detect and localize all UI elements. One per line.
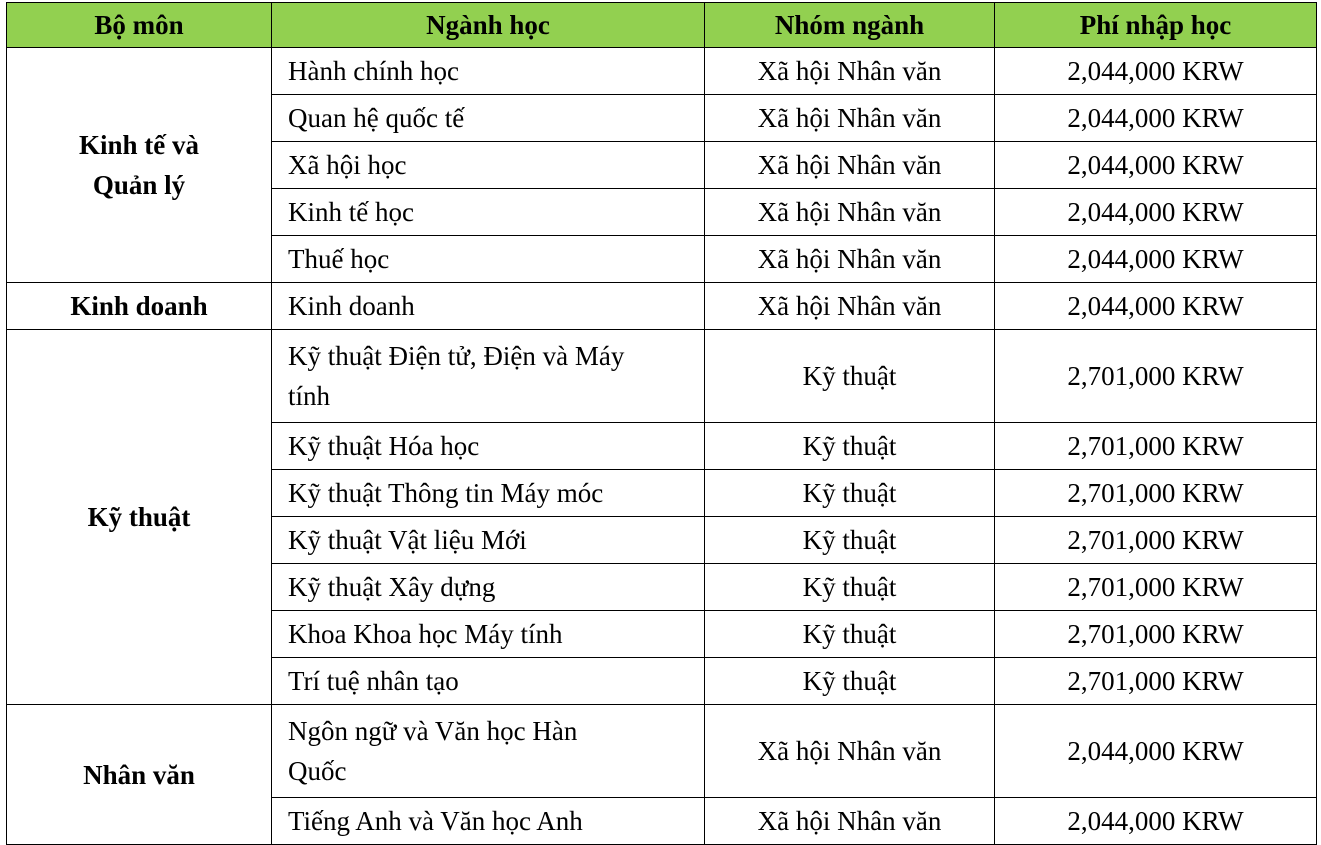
major-cell: Tiếng Anh và Văn học Anh (272, 798, 705, 845)
header-department: Bộ môn (7, 3, 272, 48)
fee-cell: 2,044,000 KRW (995, 236, 1317, 283)
fee-cell: 2,701,000 KRW (995, 564, 1317, 611)
group-cell: Xã hội Nhân văn (705, 798, 995, 845)
major-cell: Kỹ thuật Điện tử, Điện và Máy tính (272, 330, 705, 423)
major-cell: Kỹ thuật Thông tin Máy móc (272, 470, 705, 517)
group-cell: Kỹ thuật (705, 330, 995, 423)
major-cell: Kinh tế học (272, 189, 705, 236)
group-cell: Xã hội Nhân văn (705, 48, 995, 95)
group-cell: Kỹ thuật (705, 517, 995, 564)
major-cell: Hành chính học (272, 48, 705, 95)
fee-cell: 2,044,000 KRW (995, 48, 1317, 95)
department-cell: Kinh tế và Quản lý (7, 48, 272, 283)
table-row (7, 705, 1317, 798)
group-cell: Xã hội Nhân văn (705, 236, 995, 283)
group-cell: Xã hội Nhân văn (705, 189, 995, 236)
header-group: Nhóm ngành (705, 3, 995, 48)
department-cell: Kinh doanh (7, 283, 272, 330)
major-cell: Thuế học (272, 236, 705, 283)
group-cell: Kỹ thuật (705, 470, 995, 517)
group-cell: Xã hội Nhân văn (705, 142, 995, 189)
major-cell: Ngôn ngữ và Văn học Hàn Quốc (272, 705, 705, 798)
fee-cell: 2,701,000 KRW (995, 517, 1317, 564)
fee-cell: 2,044,000 KRW (995, 142, 1317, 189)
group-cell: Xã hội Nhân văn (705, 283, 995, 330)
fee-cell: 2,044,000 KRW (995, 189, 1317, 236)
group-cell: Kỹ thuật (705, 611, 995, 658)
header-fee: Phí nhập học (995, 3, 1317, 48)
major-cell: Khoa Khoa học Máy tính (272, 611, 705, 658)
fee-cell: 2,701,000 KRW (995, 611, 1317, 658)
table-row (7, 48, 1317, 95)
table-row (7, 330, 1317, 423)
group-cell: Kỹ thuật (705, 423, 995, 470)
major-cell: Xã hội học (272, 142, 705, 189)
fee-cell: 2,044,000 KRW (995, 798, 1317, 845)
table-row (7, 283, 1317, 330)
fee-cell: 2,044,000 KRW (995, 95, 1317, 142)
fee-cell: 2,701,000 KRW (995, 330, 1317, 423)
fee-cell: 2,701,000 KRW (995, 658, 1317, 705)
fee-cell: 2,701,000 KRW (995, 470, 1317, 517)
fee-cell: 2,044,000 KRW (995, 283, 1317, 330)
header-major: Ngành học (272, 3, 705, 48)
tuition-table (6, 2, 1317, 845)
fee-cell: 2,701,000 KRW (995, 423, 1317, 470)
group-cell: Kỹ thuật (705, 564, 995, 611)
major-cell: Trí tuệ nhân tạo (272, 658, 705, 705)
major-cell: Quan hệ quốc tế (272, 95, 705, 142)
department-cell: Nhân văn (7, 705, 272, 845)
group-cell: Xã hội Nhân văn (705, 705, 995, 798)
major-cell: Kỹ thuật Xây dựng (272, 564, 705, 611)
major-cell: Kinh doanh (272, 283, 705, 330)
fee-cell: 2,044,000 KRW (995, 705, 1317, 798)
major-cell: Kỹ thuật Vật liệu Mới (272, 517, 705, 564)
table-header-row (7, 3, 1317, 48)
department-cell: Kỹ thuật (7, 330, 272, 705)
major-cell: Kỹ thuật Hóa học (272, 423, 705, 470)
group-cell: Xã hội Nhân văn (705, 95, 995, 142)
group-cell: Kỹ thuật (705, 658, 995, 705)
